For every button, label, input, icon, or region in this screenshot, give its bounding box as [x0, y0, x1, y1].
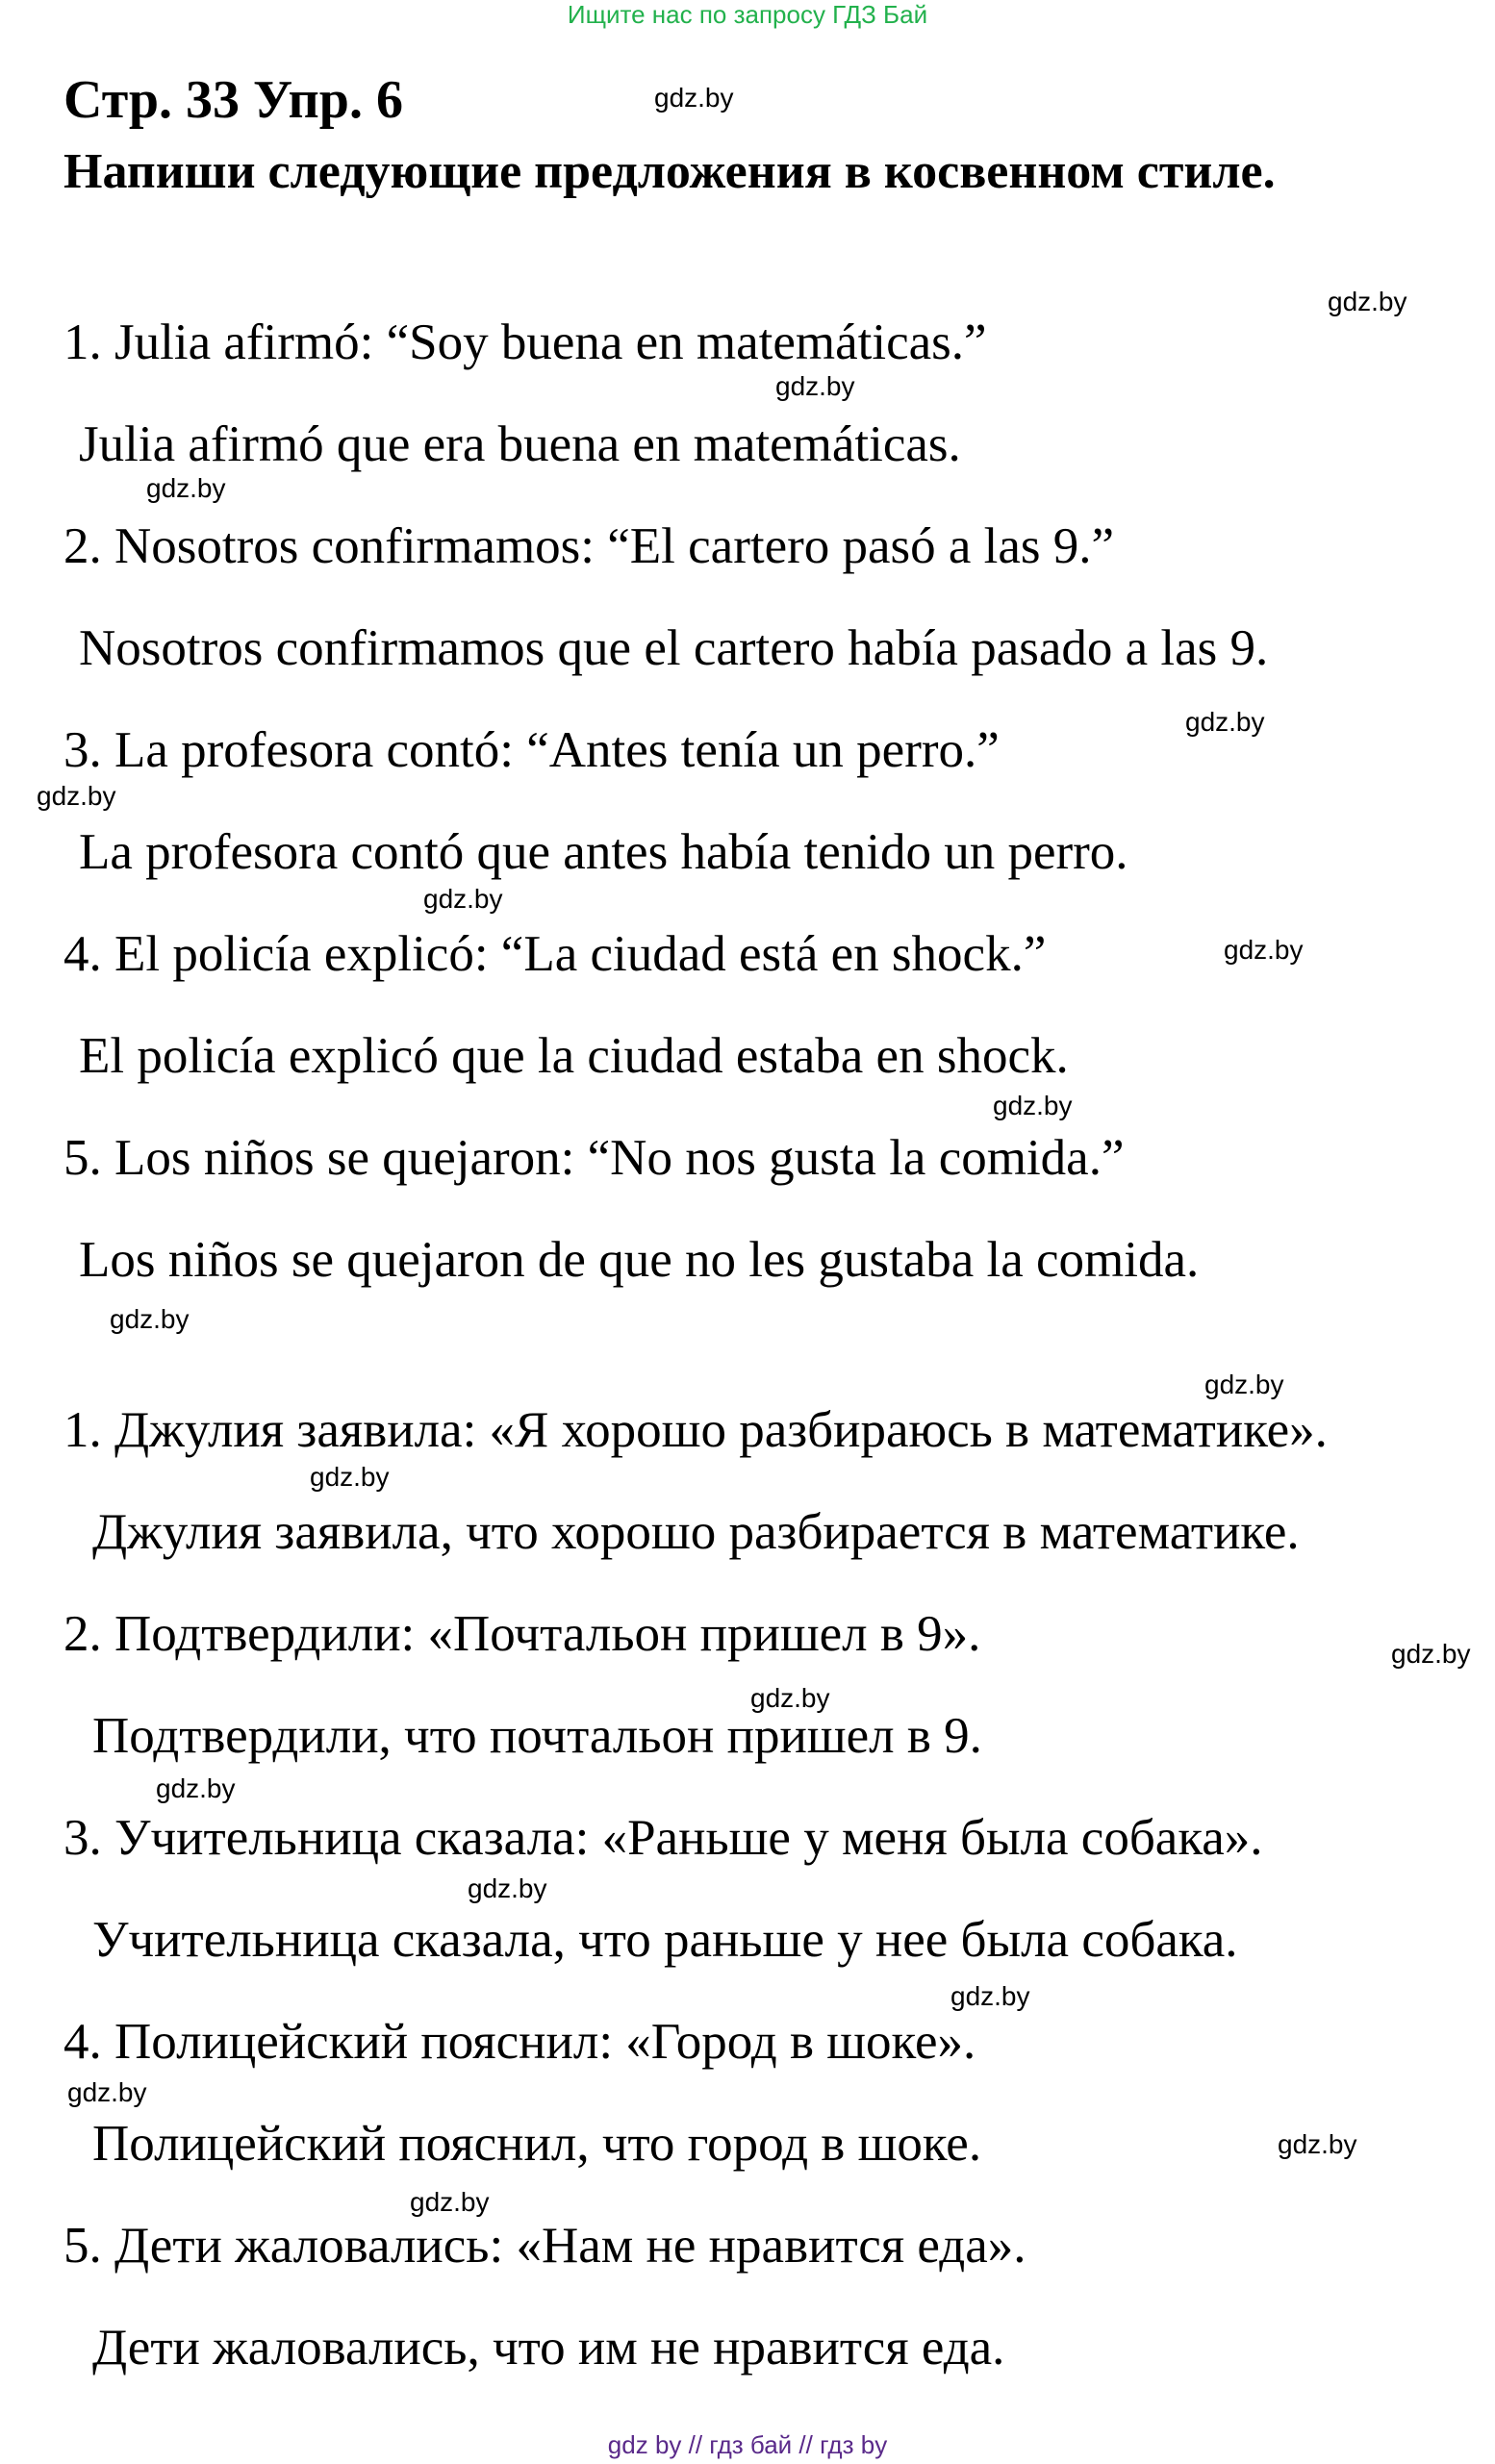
russian-question-4: 4. Полицейский пояснил: «Город в шоке».: [63, 2014, 976, 2070]
watermark: gdz.by: [1185, 707, 1265, 737]
russian-answer-4: Полицейский пояснил, что город в шоке.: [92, 2116, 982, 2172]
watermark: gdz.by: [156, 1773, 236, 1803]
russian-question-3: 3. Учительница сказала: «Раньше у меня была собака».: [63, 1810, 1263, 1866]
watermark: gdz.by: [1204, 1370, 1284, 1399]
watermark: gdz.by: [950, 1981, 1030, 2011]
watermark: gdz.by: [1391, 1639, 1471, 1669]
russian-answer-5: Дети жаловались, что им не нравится еда.: [92, 2320, 1005, 2376]
spanish-question-5: 5. Los niños se quejaron: “No nos gusta la comida.”: [63, 1130, 1125, 1186]
spanish-question-2: 2. Nosotros confirmamos: “El cartero pasó a las 9.”: [63, 518, 1115, 574]
page-title: Стр. 33 Упр. 6: [63, 70, 403, 130]
top-banner: Ищите нас по запросу ГДЗ Бай: [567, 0, 928, 29]
watermark: gdz.by: [993, 1091, 1073, 1120]
watermark: gdz.by: [37, 781, 116, 811]
spanish-answer-2: Nosotros confirmamos que el cartero había pasado a las 9.: [79, 620, 1269, 676]
russian-answer-1: Джулия заявила, что хорошо разбирается в математике.: [92, 1504, 1300, 1560]
watermark: gdz.by: [67, 2077, 147, 2107]
watermark: gdz.by: [775, 371, 855, 401]
watermark: gdz.by: [423, 884, 503, 914]
spanish-answer-3: La profesora contó que antes había tenido un perro.: [79, 824, 1128, 880]
watermark: gdz.by: [410, 2187, 490, 2217]
spanish-answer-1: Julia afirmó que era buena en matemáticas.: [79, 416, 961, 472]
watermark: gdz.by: [310, 1462, 390, 1492]
footer-links: gdz by // гдз бай // гдз by: [607, 2430, 888, 2459]
spanish-question-3: 3. La profesora contó: “Antes tenía un perro.”: [63, 722, 1000, 778]
task-instruction: Напиши следующие предложения в косвенном стиле.: [63, 144, 1276, 199]
spanish-answer-5: Los niños se quejaron de que no les gustaba la comida.: [79, 1232, 1200, 1288]
watermark: gdz.by: [146, 473, 226, 503]
watermark: gdz.by: [110, 1304, 190, 1334]
spanish-question-4: 4. El policía explicó: “La ciudad está en shock.”: [63, 926, 1047, 982]
russian-answer-3: Учительница сказала, что раньше у нее была собака.: [92, 1912, 1238, 1968]
russian-answer-2: Подтвердили, что почтальон пришел в 9.: [92, 1708, 982, 1764]
watermark: gdz.by: [1224, 935, 1304, 965]
spanish-answer-4: El policía explicó que la ciudad estaba en shock.: [79, 1028, 1069, 1084]
watermark: gdz.by: [1278, 2129, 1357, 2159]
russian-question-1: 1. Джулия заявила: «Я хорошо разбираюсь в математике».: [63, 1402, 1328, 1458]
watermark: gdz.by: [1328, 287, 1407, 316]
russian-question-2: 2. Подтвердили: «Почтальон пришел в 9».: [63, 1606, 981, 1662]
spanish-question-1: 1. Julia afirmó: “Soy buena en matemáticas.”: [63, 314, 987, 370]
watermark: gdz.by: [468, 1873, 547, 1903]
russian-question-5: 5. Дети жаловались: «Нам не нравится еда».: [63, 2218, 1026, 2274]
watermark: gdz.by: [654, 83, 734, 113]
watermark: gdz.by: [750, 1683, 830, 1713]
